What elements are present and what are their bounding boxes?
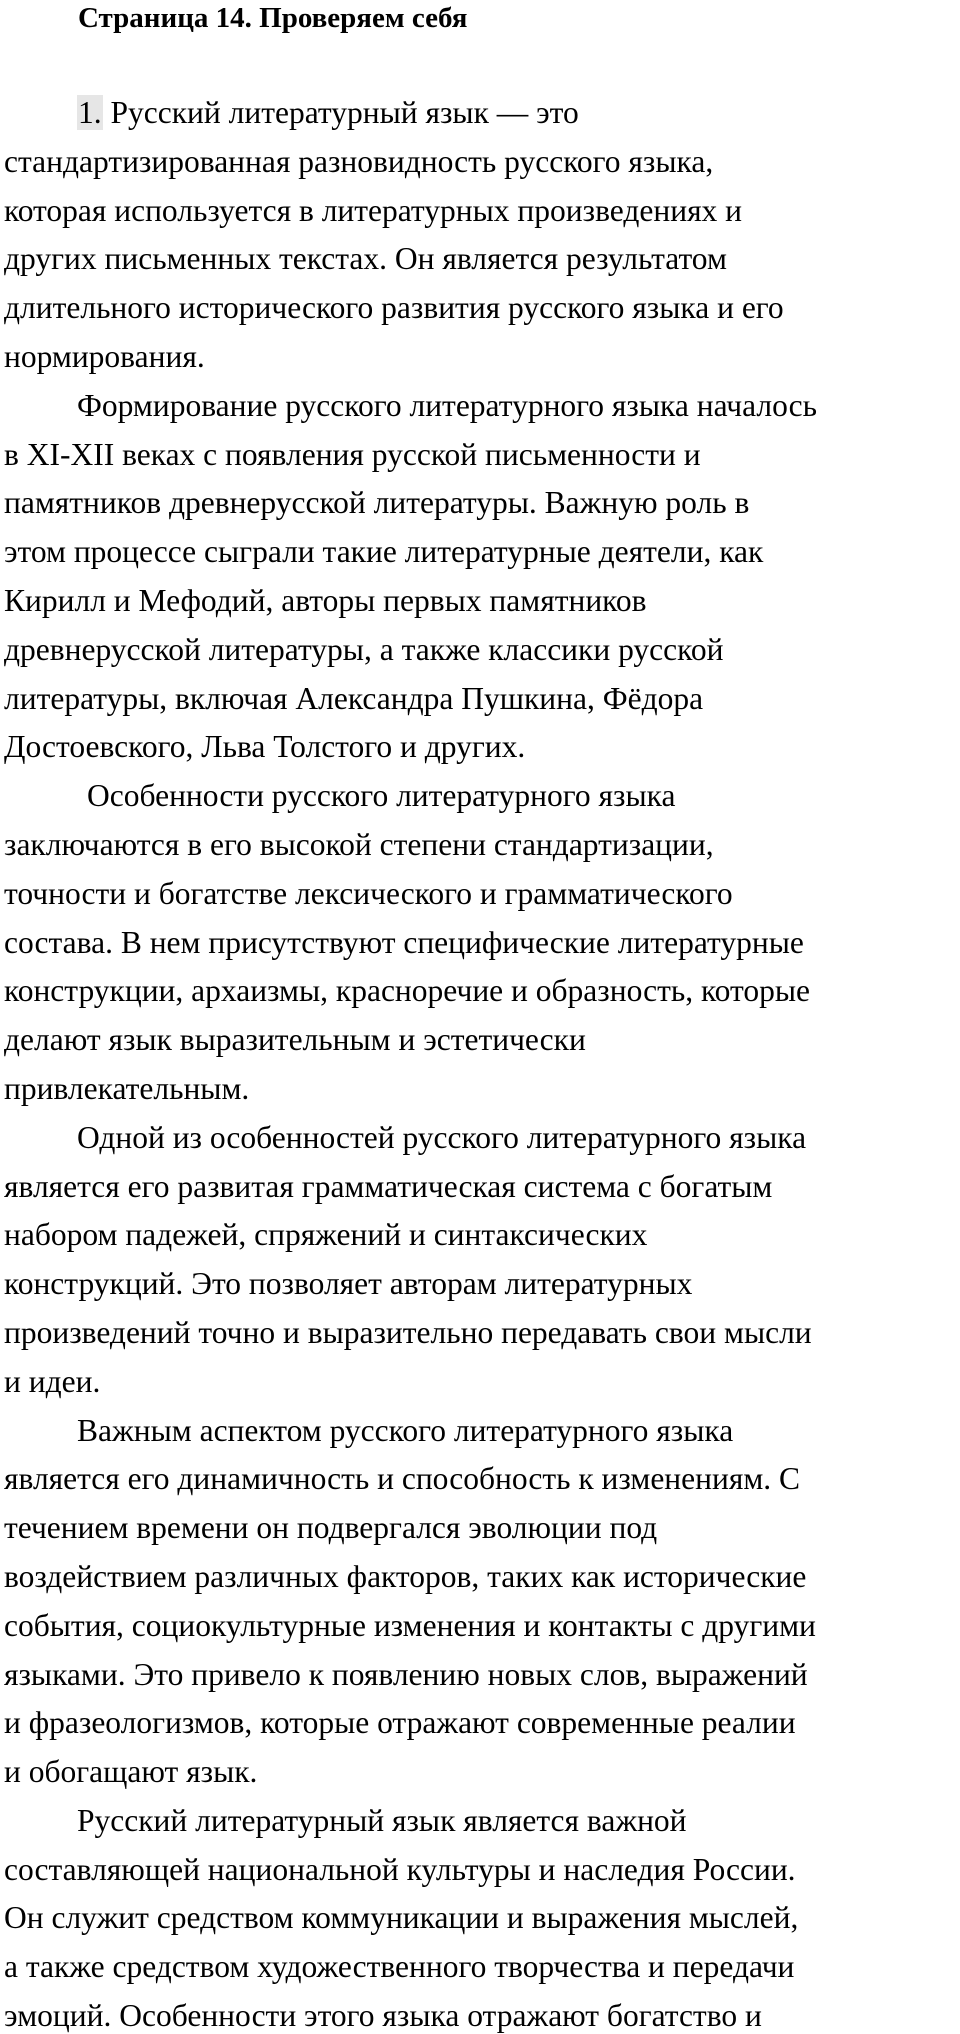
text-line: и фразеологизмов, которые отражают современные реалии (4, 1705, 796, 1741)
text-line: 1. Русский литературный язык — это (78, 95, 579, 130)
page-title: Страница 14. Проверяем себя (78, 2, 468, 34)
text-line: и обогащают язык. (4, 1754, 258, 1790)
text-line: литературы, включая Александра Пушкина, Фёдора (4, 680, 704, 716)
text-line: стандартизированная разновидность русского языка, (4, 143, 714, 179)
text-line: Формирование русского литературного языка началось (77, 387, 817, 423)
text-line: а также средством художественного творчества и передачи (4, 1949, 795, 1985)
text-line: точности и богатстве лексического и грамматического (4, 875, 733, 911)
text-line: привлекательным. (4, 1070, 250, 1106)
text-line: состава. В нем присутствуют специфические литературные (4, 924, 804, 960)
text-line: памятников древнерусской литературы. Важную роль в (4, 485, 750, 521)
text-line: Одной из особенностей русского литературного языка (77, 1119, 807, 1155)
text-line: заключаются в его высокой степени стандартизации, (4, 826, 714, 862)
text-line: языками. Это привело к появлению новых слов, выражений (4, 1656, 808, 1692)
text-line: Особенности русского литературного языка (87, 778, 676, 814)
text-line: длительного исторического развития русского языка и его (4, 290, 784, 326)
text-line: Кирилл и Мефодий, авторы первых памятников (4, 582, 647, 618)
text-line: которая используется в литературных произведениях и (4, 192, 743, 228)
text-line: конструкций. Это позволяет авторам литературных (4, 1266, 693, 1302)
item-number: 1. (78, 95, 102, 130)
text-line: течением времени он подвергался эволюции под (4, 1510, 658, 1546)
text-line: эмоций. Особенности этого языка отражают богатство и (4, 1998, 762, 2034)
text-line: произведений точно и выразительно передавать свои мысли (4, 1314, 812, 1350)
text-line: в XI-XII веках с появления русской письменности и (4, 436, 701, 472)
text-line: является его динамичность и способность к изменениям. С (4, 1461, 801, 1497)
text-line: Важным аспектом русского литературного языка (77, 1412, 734, 1448)
answer-text (4, 89, 960, 2034)
text-line: воздействием различных факторов, таких как исторические (4, 1558, 807, 1594)
text-line: этом процессе сыграли такие литературные деятели, как (4, 534, 764, 570)
text-line: нормирования. (4, 338, 205, 374)
text-line: и идеи. (4, 1363, 101, 1399)
text-line: составляющей национальной культуры и наследия России. (4, 1851, 796, 1887)
text-line: Достоевского, Льва Толстого и других. (4, 729, 526, 765)
text-line: делают язык выразительным и эстетически (4, 1022, 586, 1058)
text-line: Он служит средством коммуникации и выражения мыслей, (4, 1900, 799, 1936)
text-line: древнерусской литературы, а также классики русской (4, 631, 724, 667)
text-line: конструкции, архаизмы, красноречие и образность, которые (4, 973, 811, 1009)
text-line: набором падежей, спряжений и синтаксических (4, 1217, 648, 1253)
text-line: других письменных текстах. Он является результатом (4, 241, 727, 277)
text-line: является его развитая грамматическая система с богатым (4, 1168, 773, 1204)
text-line: события, социокультурные изменения и контакты с другими (4, 1607, 816, 1643)
text-line: Русский литературный язык является важной (77, 1802, 687, 1838)
